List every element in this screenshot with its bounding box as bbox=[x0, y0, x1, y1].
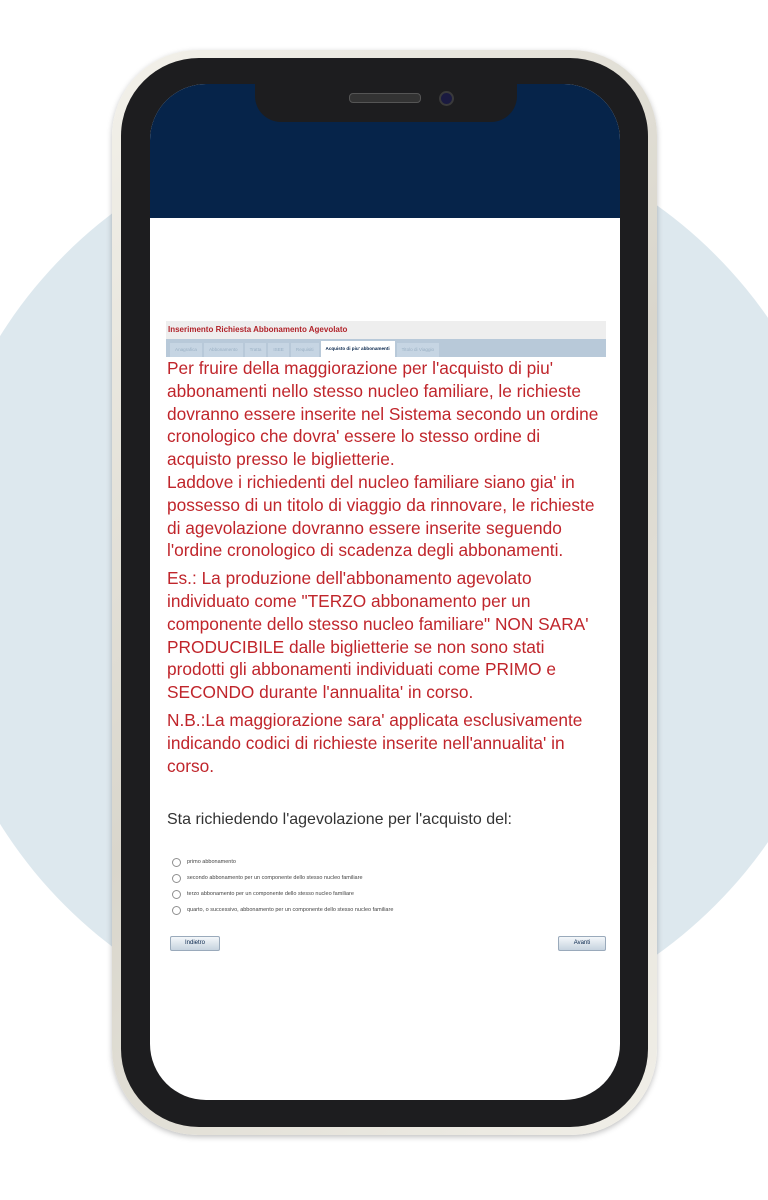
back-button[interactable]: Indietro bbox=[170, 936, 220, 951]
radio-button[interactable] bbox=[172, 906, 181, 915]
radio-button[interactable] bbox=[172, 874, 181, 883]
option-label: terzo abbonamento per un componente dello stesso nucleo familiare bbox=[187, 891, 354, 898]
radio-button[interactable] bbox=[172, 890, 181, 899]
option-secondo[interactable] bbox=[166, 870, 606, 886]
radio-group bbox=[166, 854, 606, 918]
next-button[interactable]: Avanti bbox=[558, 936, 606, 951]
option-terzo[interactable] bbox=[166, 886, 606, 902]
option-quarto[interactable] bbox=[166, 902, 606, 918]
radio-button[interactable] bbox=[172, 858, 181, 867]
question-label: Sta richiedendo l'agevolazione per l'acquisto del: bbox=[167, 811, 512, 829]
request-form bbox=[166, 321, 606, 952]
front-camera-icon bbox=[439, 91, 454, 106]
notice-text bbox=[166, 357, 606, 777]
option-label: secondo abbonamento per un componente dello stesso nucleo familiare bbox=[187, 875, 363, 882]
option-label: quarto, o successivo, abbonamento per un componente dello stesso nucleo familiare bbox=[187, 907, 394, 914]
notice-paragraph: Per fruire della maggiorazione per l'acquisto di piu' abbonamenti nello stesso nucleo familiare, le richieste dovranno essere inserite nel Sistema secondo un ordine cronologico che dovra' essere lo stesso ordine di acquisto presso le biglietterie. bbox=[167, 358, 599, 470]
phone-screen bbox=[150, 84, 620, 1100]
tab-requisiti[interactable]: Requisiti bbox=[291, 343, 319, 357]
tab-titolo-di-viaggio[interactable]: Titolo di Viaggio bbox=[397, 343, 439, 357]
tab-tratta[interactable]: Tratta bbox=[245, 343, 267, 357]
wizard-tabbar bbox=[166, 339, 606, 357]
wizard-navigation bbox=[166, 936, 606, 952]
tab-abbonamento[interactable]: Abbonamento bbox=[204, 343, 243, 357]
option-primo[interactable] bbox=[166, 854, 606, 870]
notice-nb: N.B.:La maggiorazione sara' applicata esclusivamente indicando codici di richieste inserite nell'annualita' in corso. bbox=[167, 709, 583, 776]
tab-acquisto-piu-abbonamenti[interactable]: Acquisto di piu' abbonamenti bbox=[321, 341, 395, 357]
tab-isee[interactable]: ISEE bbox=[268, 343, 288, 357]
phone-notch bbox=[255, 84, 517, 122]
page-title: Inserimento Richiesta Abbonamento Agevolato bbox=[166, 321, 606, 339]
notice-example: Es.: La produzione dell'abbonamento agevolato individuato come "TERZO abbonamento per un componente dello stesso nucleo familiare" NON SARA' PRODUCIBILE dalle biglietterie se non sono stati prodotti gli abbonamenti individuati come PRIMO e SECONDO durante l'annualita' in corso. bbox=[167, 568, 589, 703]
option-label: primo abbonamento bbox=[187, 859, 236, 866]
speaker-grille bbox=[349, 93, 421, 103]
tab-anagrafica[interactable]: Anagrafica bbox=[170, 343, 202, 357]
notice-paragraph: Laddove i richiedenti del nucleo familiare siano gia' in possesso di un titolo di viaggio da rinnovare, le richieste di agevolazione dovranno essere inserite seguendo l'ordine cronologico di scadenza degli abbonamenti. bbox=[167, 471, 595, 561]
